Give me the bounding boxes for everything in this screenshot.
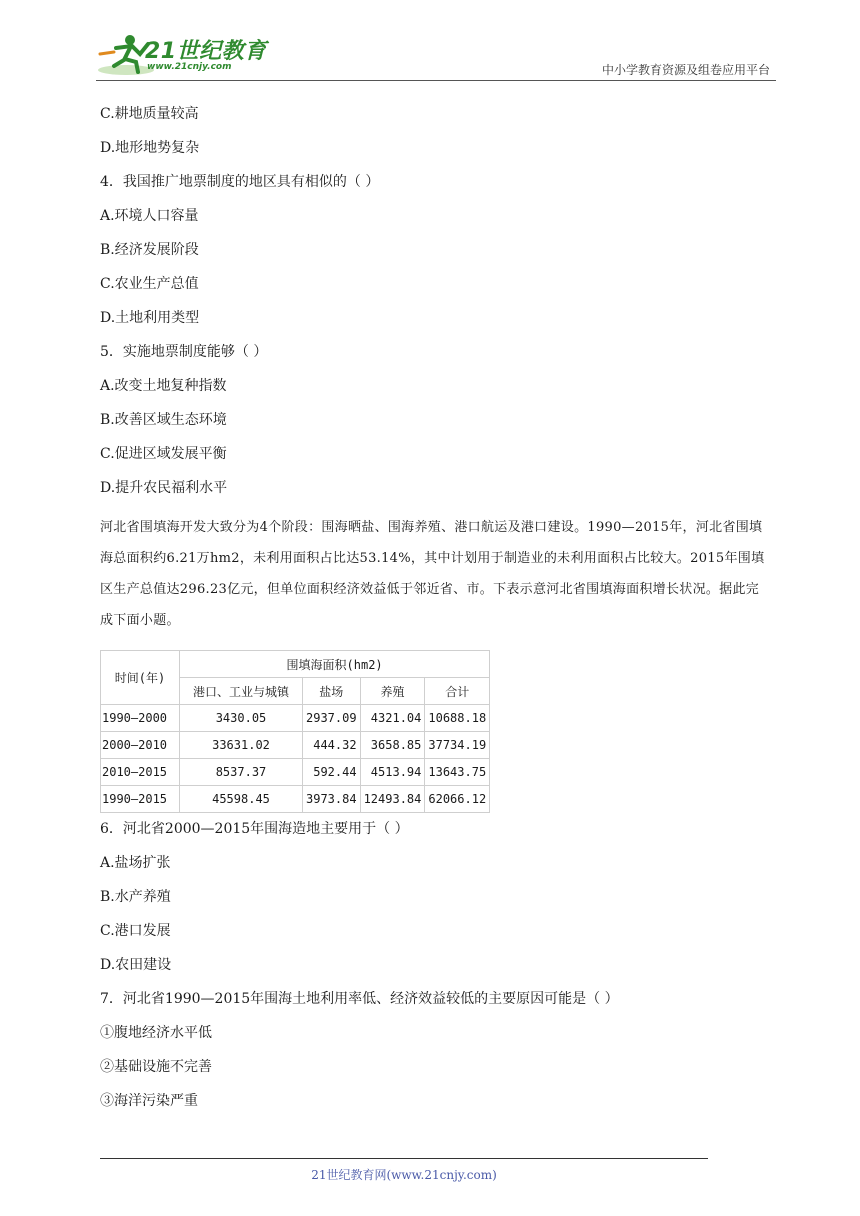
table-cell: 3973.84 bbox=[303, 786, 361, 813]
table-row bbox=[101, 759, 490, 786]
time-header: 时间(年) bbox=[101, 651, 180, 705]
option-line: C.港口发展 bbox=[100, 923, 171, 939]
table-cell: 592.44 bbox=[303, 759, 361, 786]
table-cell: 62066.12 bbox=[425, 786, 490, 813]
column-header: 养殖 bbox=[360, 678, 425, 705]
option-line: D.农田建设 bbox=[100, 957, 172, 973]
logo-url: www.21cnjy.com bbox=[147, 62, 232, 72]
footer-link[interactable]: 21世纪教育网(www.21cnjy.com) bbox=[311, 1168, 497, 1182]
question-5: 5．实施地票制度能够（ ） bbox=[100, 344, 268, 360]
table-cell: 4321.04 bbox=[360, 705, 425, 732]
question-7: 7．河北省1990—2015年围海土地利用率低、经济效益较低的主要原因可能是（ ） bbox=[100, 991, 619, 1007]
table-cell: 8537.37 bbox=[180, 759, 303, 786]
platform-title: 中小学教育资源及组卷应用平台 bbox=[601, 63, 770, 77]
option-line: ③海洋污染严重 bbox=[100, 1093, 198, 1109]
table-row bbox=[101, 732, 490, 759]
time-cell: 2000—2010 bbox=[101, 732, 180, 759]
column-header: 合计 bbox=[425, 678, 490, 705]
header-divider bbox=[96, 80, 776, 81]
table-row bbox=[101, 786, 490, 813]
option-line: ①腹地经济水平低 bbox=[100, 1025, 212, 1041]
table-cell: 37734.19 bbox=[425, 732, 490, 759]
time-cell: 1990—2000 bbox=[101, 705, 180, 732]
option-line: A.环境人口容量 bbox=[100, 208, 199, 224]
column-header: 盐场 bbox=[303, 678, 361, 705]
option-line: D.提升农民福利水平 bbox=[100, 480, 228, 496]
question-4: 4．我国推广地票制度的地区具有相似的（ ） bbox=[100, 174, 380, 190]
question-6: 6．河北省2000—2015年围海造地主要用于（ ） bbox=[100, 821, 409, 837]
document-body bbox=[100, 104, 770, 1125]
table-cell: 3430.05 bbox=[180, 705, 303, 732]
group-header: 围填海面积(hm2) bbox=[180, 651, 490, 678]
option-line: D.地形地势复杂 bbox=[100, 140, 200, 156]
column-header: 港口、工业与城镇 bbox=[180, 678, 303, 705]
option-line: C.农业生产总值 bbox=[100, 276, 199, 292]
table-row bbox=[101, 705, 490, 732]
time-cell: 2010—2015 bbox=[101, 759, 180, 786]
option-line: C.促进区域发展平衡 bbox=[100, 446, 227, 462]
reading-passage: 河北省围填海开发大致分为4个阶段：围海晒盐、围海养殖、港口航运及港口建设。1990—2015年，河北省围填海总面积约6.21万hm2，未利用面积占比达53.14%，其中计划用于制造业的未利用面积占比较大。2015年围填区生产总值达296.23亿元，但单位面积经济效益低于邻近省、市。下表示意河北省围填海面积增长状况。据此完成下面小题。 bbox=[100, 520, 765, 628]
table-cell: 444.32 bbox=[303, 732, 361, 759]
option-line: A.盐场扩张 bbox=[100, 855, 171, 871]
table-header-row bbox=[101, 651, 490, 678]
table-cell: 45598.45 bbox=[180, 786, 303, 813]
option-line: D.土地利用类型 bbox=[100, 310, 200, 326]
table-cell: 33631.02 bbox=[180, 732, 303, 759]
table-cell: 4513.94 bbox=[360, 759, 425, 786]
table-cell: 13643.75 bbox=[425, 759, 490, 786]
table-cell: 10688.18 bbox=[425, 705, 490, 732]
table-cell: 2937.09 bbox=[303, 705, 361, 732]
option-line: B.经济发展阶段 bbox=[100, 242, 199, 258]
option-line: A.改变土地复种指数 bbox=[100, 378, 227, 394]
logo-text: 21世纪教育 bbox=[145, 39, 267, 64]
footer-divider bbox=[100, 1158, 708, 1159]
page-header bbox=[0, 0, 860, 90]
option-line: C.耕地质量较高 bbox=[100, 106, 199, 122]
time-cell: 1990—2015 bbox=[101, 786, 180, 813]
reclamation-table bbox=[100, 650, 490, 813]
option-line: B.水产养殖 bbox=[100, 889, 171, 905]
option-line: ②基础设施不完善 bbox=[100, 1059, 212, 1075]
table-cell: 3658.85 bbox=[360, 732, 425, 759]
option-line: B.改善区域生态环境 bbox=[100, 412, 227, 428]
table-cell: 12493.84 bbox=[360, 786, 425, 813]
